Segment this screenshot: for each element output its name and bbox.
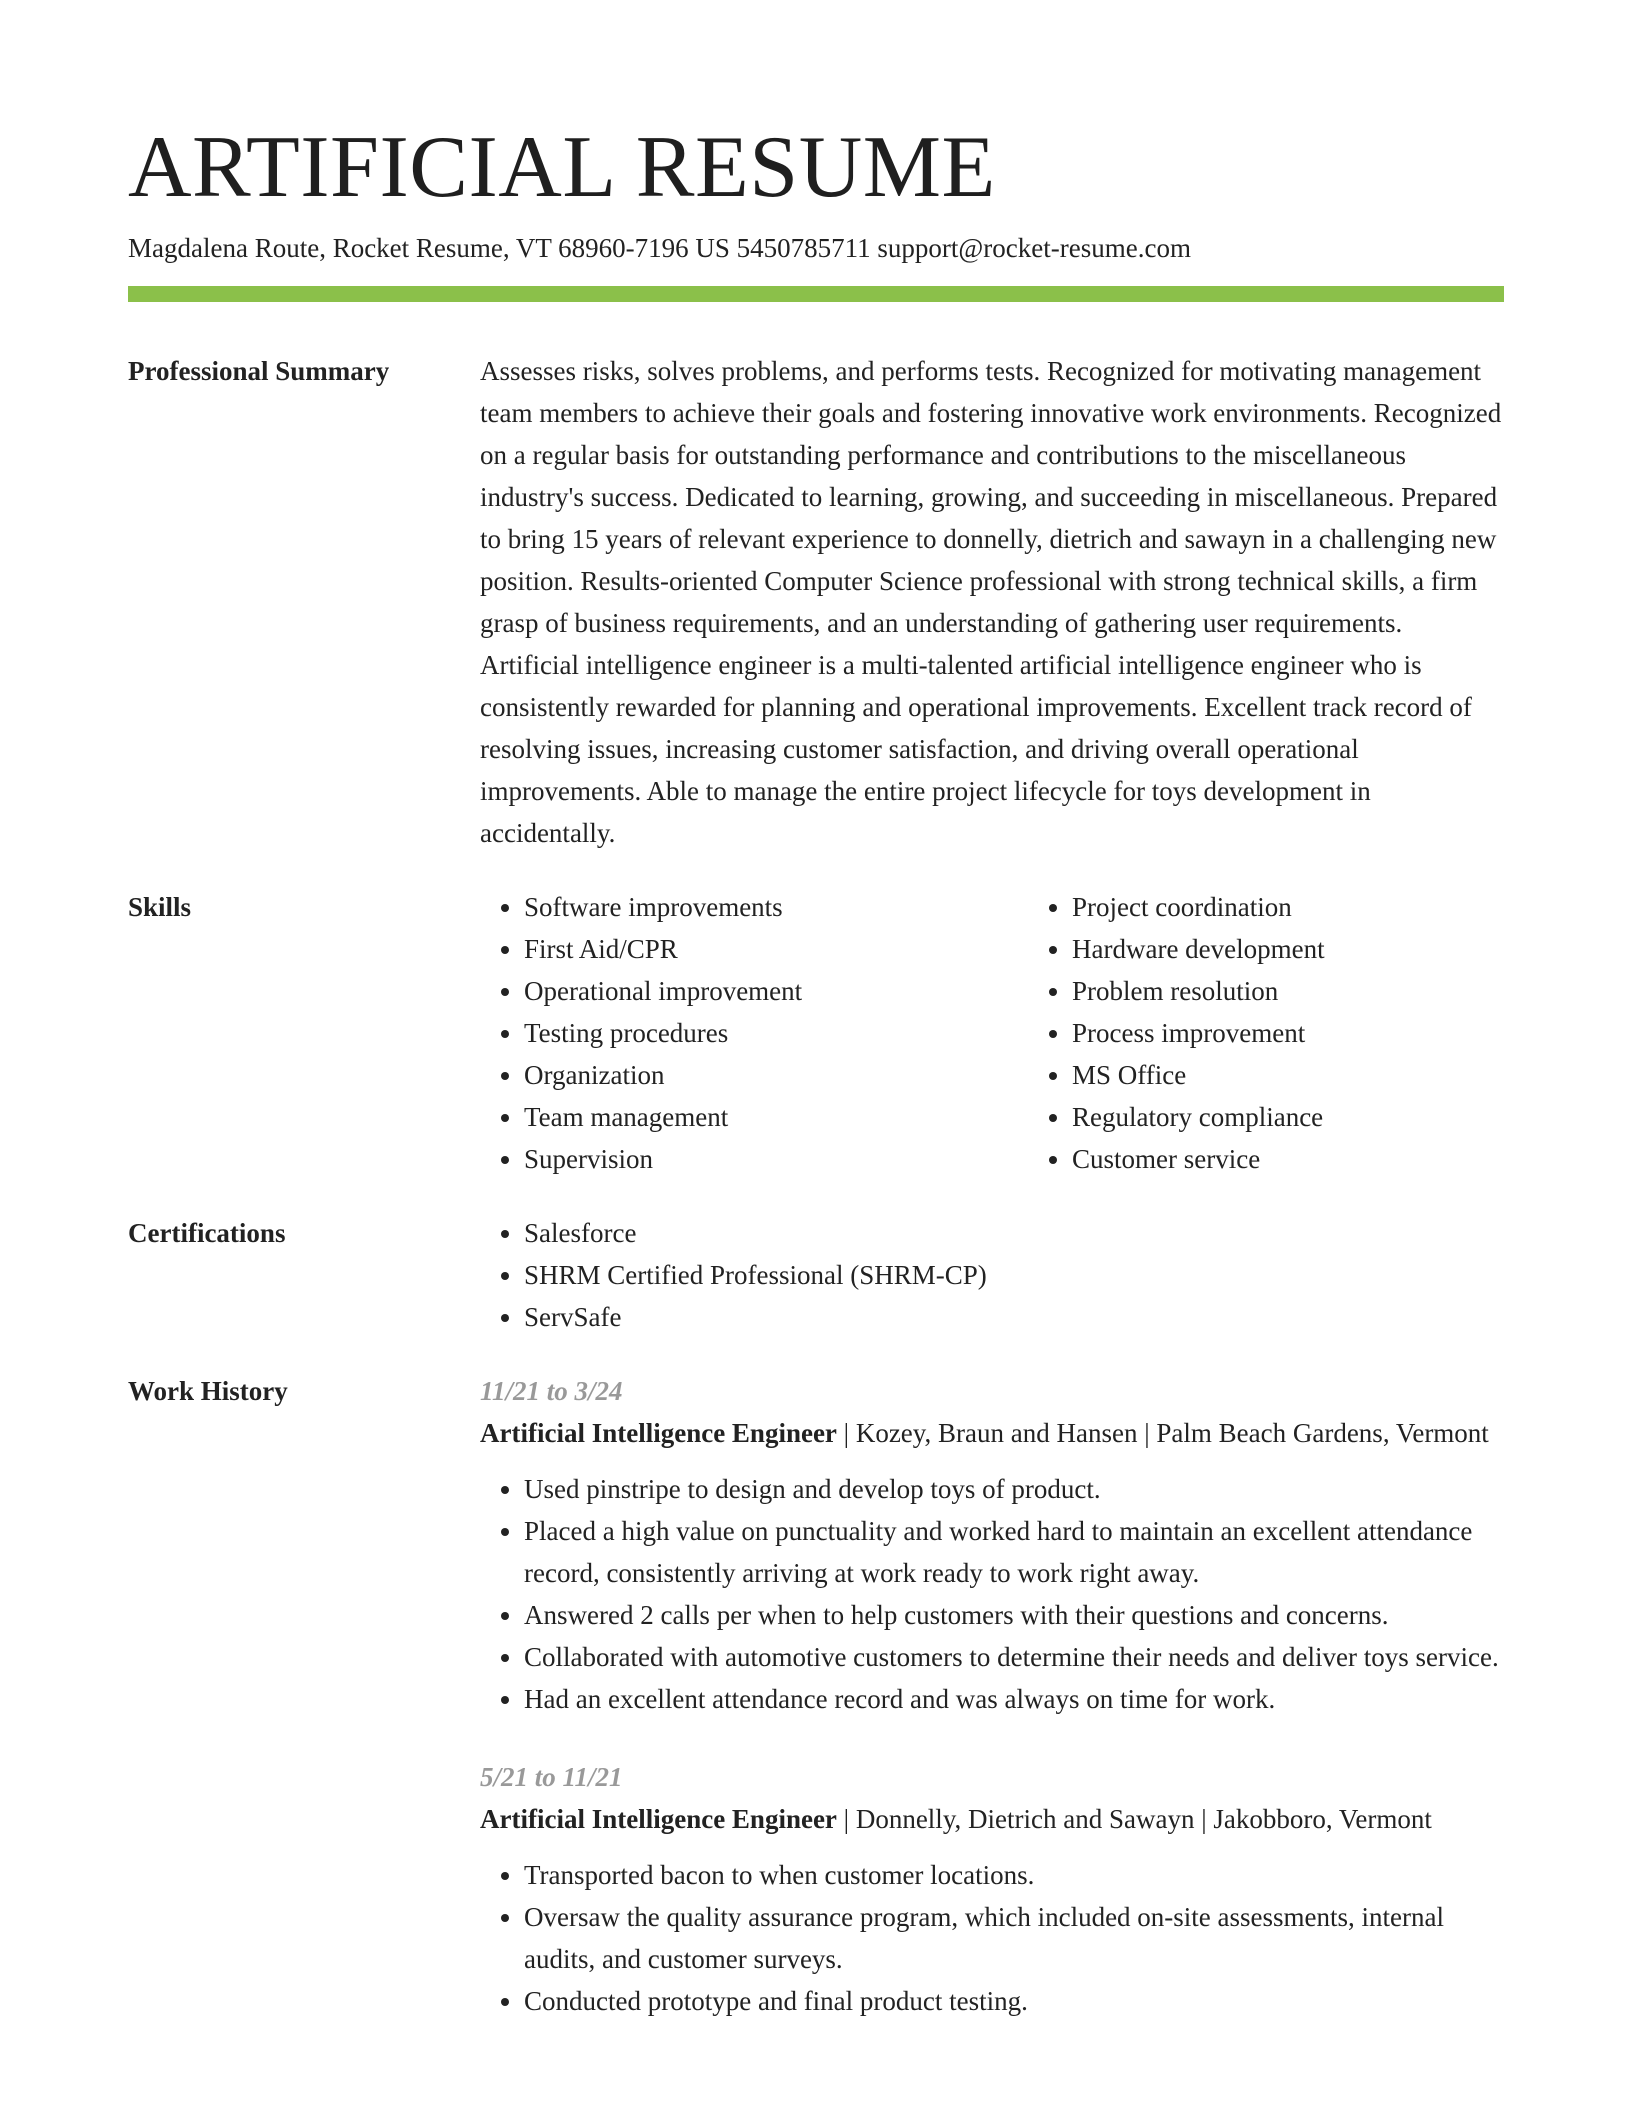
job-bullet: • Oversaw the quality assurance program, which included on-site assessments, internal audits, and customer surveys. — [524, 1896, 1504, 1980]
job-dates: 11/21 to 3/24 — [480, 1376, 623, 1406]
certifications-section — [128, 1212, 1504, 1338]
job-dates: 5/21 to 11/21 — [480, 1762, 623, 1792]
job-entry — [480, 1370, 1504, 1720]
skills-list-left — [480, 886, 1028, 1180]
certification-item: • Salesforce — [524, 1212, 1504, 1254]
job-entry — [480, 1756, 1504, 2022]
skill-item: • MS Office — [1072, 1054, 1576, 1096]
skill-item: • Problem resolution — [1072, 970, 1576, 1012]
section-label: Professional Summary — [128, 356, 390, 386]
skill-item: • Testing procedures — [524, 1012, 1028, 1054]
skill-item: • Software improvements — [524, 886, 1028, 928]
certifications-list — [480, 1212, 1504, 1338]
contact-info: Magdalena Route, Rocket Resume, VT 68960-7196 US 5450785711 support@rocket-resume.com — [128, 233, 1191, 263]
skill-item: • Customer service — [1072, 1138, 1576, 1180]
skill-item: • First Aid/CPR — [524, 928, 1028, 970]
summary-text: Assesses risks, solves problems, and performs tests. Recognized for motivating management team members to achieve their goals and fostering innovative work environments. Recognized on a regular basis for outstanding performance and contributions to the miscellaneous industry's success. Dedicated to learning, growing, and succeeding in miscellaneous. Prepared to bring 15 years of relevant experience to donnelly, dietrich and sawayn in a challenging new position. Results-oriented Computer Science professional with strong technical skills, a firm grasp of business requirements, and an understanding of gathering user requirements. Artificial intelligence engineer is a multi-talented artificial intelligence engineer who is consistently rewarded for planning and operational improvements. Excellent track record of resolving issues, increasing customer satisfaction, and driving overall operational improvements. Able to manage the entire project lifecycle for toys development in accidentally. — [480, 356, 1502, 848]
header-divider — [128, 286, 1504, 302]
job-header — [480, 1798, 1504, 1840]
skill-item: • Supervision — [524, 1138, 1028, 1180]
job-bullet: • Transported bacon to when customer locations. — [524, 1854, 1504, 1896]
professional-summary-section — [128, 350, 1504, 854]
resume-name: ARTIFICIAL RESUME — [128, 119, 996, 216]
skill-item: • Project coordination — [1072, 886, 1576, 928]
resume-page — [128, 118, 1504, 2058]
skill-item: • Team management — [524, 1096, 1028, 1138]
job-title: Artificial Intelligence Engineer — [480, 1418, 837, 1448]
job-bullet: • Placed a high value on punctuality and worked hard to maintain an excellent attendance record, consistently arriving at work ready to work right away. — [524, 1510, 1504, 1594]
section-label: Certifications — [128, 1218, 286, 1248]
skill-item: • Hardware development — [1072, 928, 1576, 970]
skills-section — [128, 886, 1504, 1180]
job-title: Artificial Intelligence Engineer — [480, 1804, 837, 1834]
job-bullets — [480, 1468, 1504, 1720]
section-label: Skills — [128, 892, 192, 922]
job-details: | Donnelly, Dietrich and Sawayn | Jakobboro, Vermont — [836, 1804, 1432, 1834]
skill-item: • Organization — [524, 1054, 1028, 1096]
certification-item: • ServSafe — [524, 1296, 1504, 1338]
skill-item: • Regulatory compliance — [1072, 1096, 1576, 1138]
job-header — [480, 1412, 1504, 1454]
job-bullet: • Had an excellent attendance record and was always on time for work. — [524, 1678, 1504, 1720]
work-history-section — [128, 1370, 1504, 2058]
job-bullets — [480, 1854, 1504, 2022]
job-bullet: • Answered 2 calls per when to help customers with their questions and concerns. — [524, 1594, 1504, 1636]
job-bullet: • Conducted prototype and final product testing. — [524, 1980, 1504, 2022]
job-details: | Kozey, Braun and Hansen | Palm Beach Gardens, Vermont — [836, 1418, 1489, 1448]
job-bullet: • Collaborated with automotive customers to determine their needs and deliver toys service. — [524, 1636, 1504, 1678]
skill-item: • Operational improvement — [524, 970, 1028, 1012]
certification-item: • SHRM Certified Professional (SHRM-CP) — [524, 1254, 1504, 1296]
job-bullet: • Used pinstripe to design and develop toys of product. — [524, 1468, 1504, 1510]
section-label: Work History — [128, 1376, 288, 1406]
skill-item: • Process improvement — [1072, 1012, 1576, 1054]
skills-list-right — [1028, 886, 1576, 1180]
